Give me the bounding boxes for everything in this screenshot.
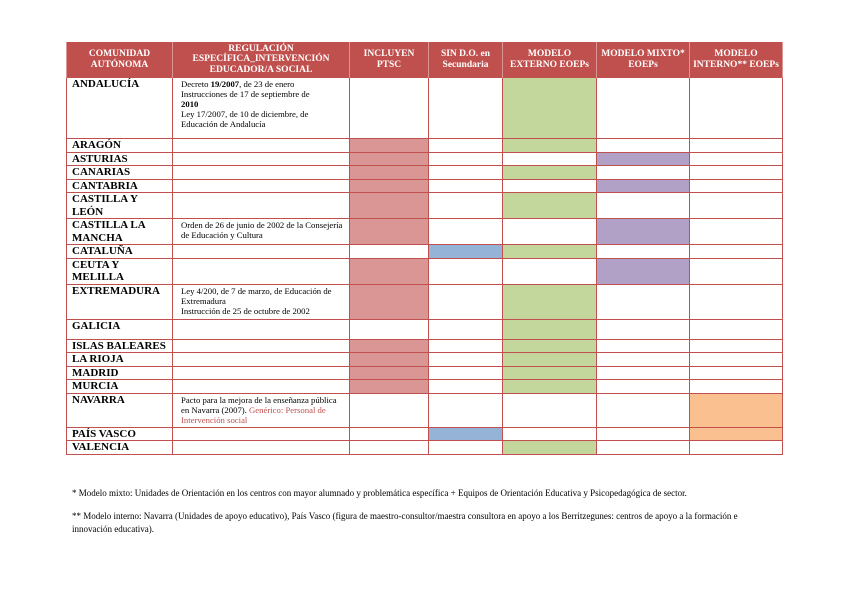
cell-mixto: [597, 245, 690, 259]
table-row: [67, 193, 783, 219]
cell-sin-do: [429, 353, 503, 367]
header-ptsc: INCLUYEN PTSC: [350, 42, 429, 78]
region-name: ISLAS BALEARES: [67, 339, 173, 353]
region-name: EXTREMADURA: [67, 284, 173, 319]
cell-ptsc: [350, 284, 429, 319]
header-modelo-externo: MODELO EXTERNO EOEPs: [503, 42, 597, 78]
region-name: CANARIAS: [67, 166, 173, 180]
cell-ptsc: [350, 380, 429, 394]
region-name: CEUTA Y MELILLA: [67, 258, 173, 284]
cell-interno: [690, 193, 783, 219]
cell-externo: [503, 366, 597, 380]
cell-sin-do: [429, 319, 503, 339]
cell-mixto: [597, 353, 690, 367]
cell-ptsc: [350, 193, 429, 219]
table-header-row: [67, 42, 783, 78]
cell-mixto: [597, 393, 690, 427]
cell-interno: [690, 78, 783, 139]
cell-interno: [690, 166, 783, 180]
cell-ptsc: [350, 441, 429, 455]
table-row: [67, 152, 783, 166]
cell-sin-do: [429, 380, 503, 394]
region-name: NAVARRA: [67, 393, 173, 427]
cell-externo: [503, 78, 597, 139]
cell-sin-do: [429, 366, 503, 380]
cell-mixto: [597, 193, 690, 219]
regulation-text: Pacto para la mejora de la enseñanza pública en Navarra (2007). Genérico: Personal de Intervención social: [173, 393, 350, 427]
cell-interno: [690, 245, 783, 259]
cell-ptsc: [350, 393, 429, 427]
cell-regulacion: [173, 139, 350, 153]
cell-interno: [690, 441, 783, 455]
cell-ptsc: [350, 139, 429, 153]
cell-ptsc: [350, 219, 429, 245]
cell-sin-do: [429, 152, 503, 166]
cell-externo: [503, 441, 597, 455]
cell-ptsc: [350, 319, 429, 339]
cell-externo: [503, 152, 597, 166]
cell-externo: [503, 166, 597, 180]
cell-mixto: [597, 284, 690, 319]
table-row: [67, 427, 783, 441]
table-row: [67, 353, 783, 367]
cell-regulacion: [173, 366, 350, 380]
header-regulacion: REGULACIÓN ESPECÍFICA_INTERVENCIÓN EDUCADOR/A SOCIAL: [173, 42, 350, 78]
cell-regulacion: [173, 380, 350, 394]
cell-sin-do: [429, 258, 503, 284]
cell-sin-do: [429, 441, 503, 455]
cell-regulacion: [173, 166, 350, 180]
header-modelo-interno: MODELO INTERNO** EOEPs: [690, 42, 783, 78]
cell-externo: [503, 139, 597, 153]
region-name: CASTILLA Y LEÓN: [67, 193, 173, 219]
table-row: [67, 245, 783, 259]
table-row: [67, 339, 783, 353]
table-row: [67, 166, 783, 180]
table-row: [67, 366, 783, 380]
cell-regulacion: [173, 427, 350, 441]
cell-mixto: [597, 166, 690, 180]
cell-regulacion: [173, 441, 350, 455]
cell-ptsc: [350, 166, 429, 180]
region-name: MADRID: [67, 366, 173, 380]
cell-interno: [690, 152, 783, 166]
cell-ptsc: [350, 366, 429, 380]
cell-mixto: [597, 319, 690, 339]
cell-sin-do: [429, 284, 503, 319]
cell-regulacion: [173, 353, 350, 367]
cell-externo: [503, 284, 597, 319]
cell-ptsc: [350, 258, 429, 284]
table-row: [67, 319, 783, 339]
cell-regulacion: [173, 258, 350, 284]
table-row: [67, 441, 783, 455]
footnote-mixto: * Modelo mixto: Unidades de Orientación en los centros con mayor alumnado y problemática específica + Equipos de Orientación Educativa y Psicopedagógica de sector.: [72, 488, 687, 498]
regulation-text: Orden de 26 de junio de 2002 de la Consejería de Educación y Cultura: [173, 219, 350, 245]
region-name: GALICIA: [67, 319, 173, 339]
region-name: ARAGÓN: [67, 139, 173, 153]
cell-ptsc: [350, 427, 429, 441]
cell-sin-do: [429, 427, 503, 441]
regulation-table: [66, 42, 783, 455]
cell-mixto: [597, 78, 690, 139]
table-row: [67, 139, 783, 153]
region-name: ANDALUCÍA: [67, 78, 173, 139]
header-comunidad: COMUNIDAD AUTÓNOMA: [67, 42, 173, 78]
cell-interno: [690, 353, 783, 367]
cell-externo: [503, 353, 597, 367]
cell-regulacion: [173, 179, 350, 193]
cell-mixto: [597, 139, 690, 153]
cell-sin-do: [429, 78, 503, 139]
cell-mixto: [597, 219, 690, 245]
cell-mixto: [597, 366, 690, 380]
cell-interno: [690, 427, 783, 441]
cell-regulacion: [173, 339, 350, 353]
cell-sin-do: [429, 193, 503, 219]
cell-mixto: [597, 427, 690, 441]
cell-interno: [690, 380, 783, 394]
cell-externo: [503, 258, 597, 284]
region-name: ASTURIAS: [67, 152, 173, 166]
cell-ptsc: [350, 339, 429, 353]
cell-mixto: [597, 179, 690, 193]
cell-interno: [690, 258, 783, 284]
cell-interno: [690, 393, 783, 427]
cell-interno: [690, 366, 783, 380]
cell-externo: [503, 427, 597, 441]
header-sin-do: SIN D.O. en Secundaria: [429, 42, 503, 78]
regulation-text: Ley 4/200, de 7 de marzo, de Educación de Extremadura Instrucción de 25 de octubre de 2002: [173, 284, 350, 319]
cell-ptsc: [350, 353, 429, 367]
cell-sin-do: [429, 179, 503, 193]
cell-interno: [690, 219, 783, 245]
region-name: CASTILLA LA MANCHA: [67, 219, 173, 245]
table-row: [67, 284, 783, 319]
cell-mixto: [597, 152, 690, 166]
cell-ptsc: [350, 245, 429, 259]
table-row: [67, 78, 783, 139]
region-name: MURCIA: [67, 380, 173, 394]
region-name: VALENCIA: [67, 441, 173, 455]
cell-externo: [503, 219, 597, 245]
regulation-text: Decreto 19/2007, de 23 de enero Instrucciones de 17 de septiembre de 2010 Ley 17/2007, de 10 de diciembre, de Educación de Andalucía: [173, 78, 350, 139]
cell-externo: [503, 179, 597, 193]
footnote-interno: ** Modelo interno: Navarra (Unidades de apoyo educativo), País Vasco (figura de maestro-consultor/maestra consultora en apoyo a los Berritzegunes: centros de apoyo a la formación e innovación educativa).: [72, 511, 738, 534]
cell-interno: [690, 339, 783, 353]
cell-interno: [690, 179, 783, 193]
cell-regulacion: [173, 193, 350, 219]
cell-regulacion: [173, 245, 350, 259]
cell-sin-do: [429, 139, 503, 153]
cell-sin-do: [429, 339, 503, 353]
cell-externo: [503, 380, 597, 394]
cell-mixto: [597, 380, 690, 394]
cell-regulacion: [173, 152, 350, 166]
cell-interno: [690, 284, 783, 319]
cell-externo: [503, 245, 597, 259]
cell-externo: [503, 193, 597, 219]
table-row: [67, 219, 783, 245]
generic-note-red: Genérico: Personal de Intervención social: [181, 404, 326, 425]
header-modelo-mixto: MODELO MIXTO* EOEPs: [597, 42, 690, 78]
cell-sin-do: [429, 245, 503, 259]
cell-sin-do: [429, 393, 503, 427]
cell-externo: [503, 393, 597, 427]
table-row: [67, 380, 783, 394]
region-name: CANTABRIA: [67, 179, 173, 193]
cell-interno: [690, 319, 783, 339]
region-name: LA RIOJA: [67, 353, 173, 367]
cell-ptsc: [350, 152, 429, 166]
region-name: CATALUÑA: [67, 245, 173, 259]
cell-mixto: [597, 441, 690, 455]
cell-sin-do: [429, 166, 503, 180]
cell-mixto: [597, 258, 690, 284]
cell-interno: [690, 139, 783, 153]
cell-mixto: [597, 339, 690, 353]
region-name: PAÍS VASCO: [67, 427, 173, 441]
cell-externo: [503, 339, 597, 353]
cell-ptsc: [350, 179, 429, 193]
table-row: [67, 393, 783, 427]
cell-regulacion: [173, 319, 350, 339]
cell-sin-do: [429, 219, 503, 245]
cell-ptsc: [350, 78, 429, 139]
table-row: [67, 258, 783, 284]
cell-externo: [503, 319, 597, 339]
table-row: [67, 179, 783, 193]
